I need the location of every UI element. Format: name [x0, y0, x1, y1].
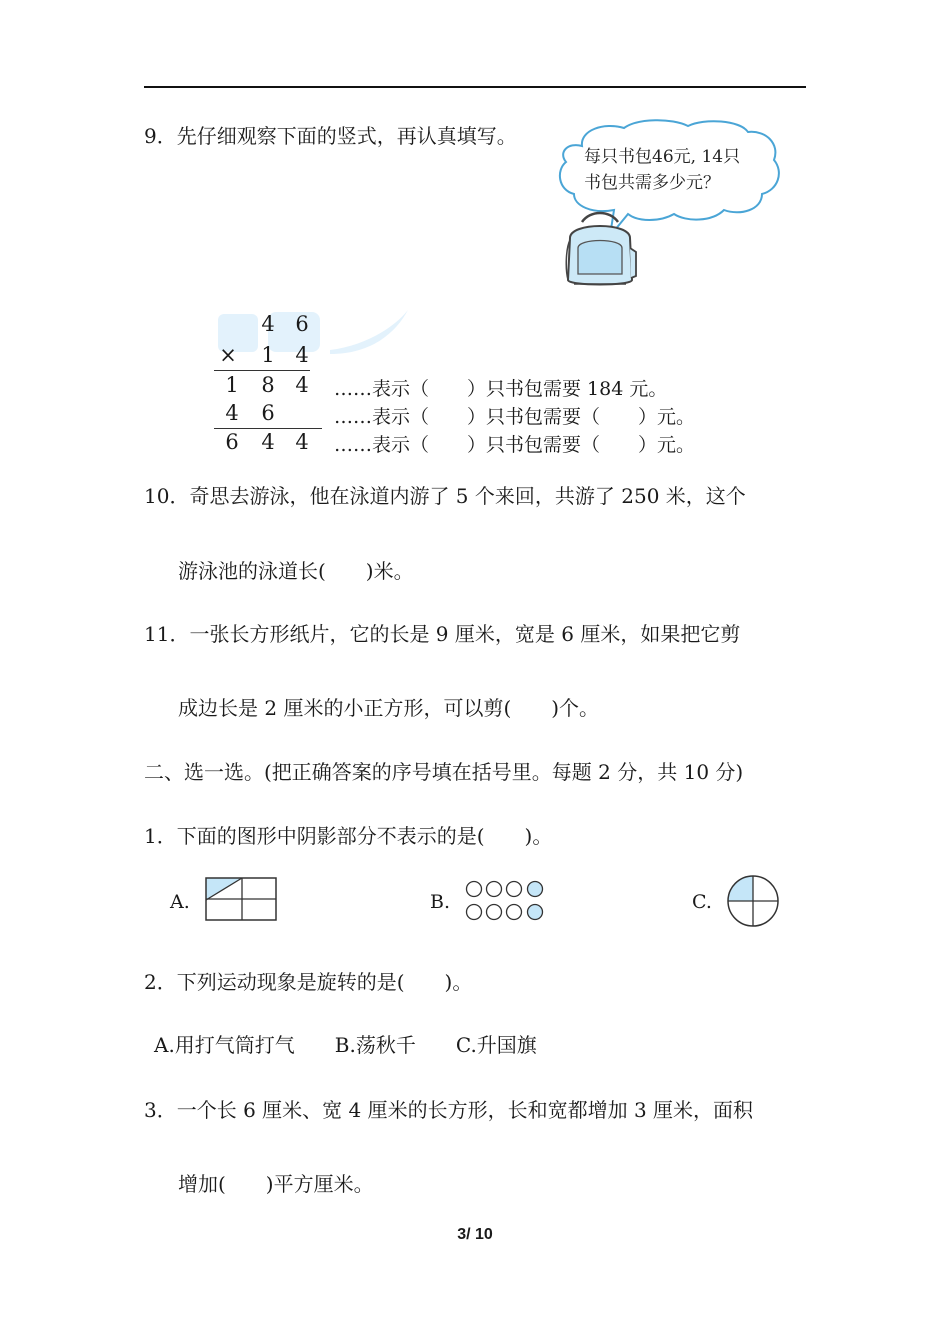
calc-row5-d1: 6	[225, 430, 239, 454]
calc-row4-d2: 6	[261, 401, 275, 425]
section-2-heading: 二、选一选。(把正确答案的序号填在括号里。每题 2 分，共 10 分)	[144, 760, 744, 784]
bubble-line-1: 每只书包46元, 14只	[584, 147, 741, 167]
option-c-label: C.	[692, 891, 712, 913]
q10-line-1: 10．奇思去游泳，他在泳道内游了 5 个来回，共游了 250 米，这个	[144, 484, 746, 508]
s2-options: A.用打气筒打气 B.荡秋千 C.升国旗	[154, 1033, 537, 1057]
watermark-logo	[212, 306, 412, 358]
figure-a-rectangle-icon	[204, 876, 278, 924]
backpack-icon	[560, 208, 640, 290]
calc-row2-d1: 1	[261, 343, 275, 367]
calc-row1-d2: 6	[295, 312, 309, 336]
calc-row3-d3: 4	[295, 373, 309, 397]
calc-row5-d2: 4	[261, 430, 275, 454]
s2-question: 2．下列运动现象是旋转的是( )。	[144, 970, 473, 994]
s3-line-1: 3．一个长 6 厘米、宽 4 厘米的长方形，长和宽都增加 3 厘米，面积	[144, 1098, 754, 1122]
q10-line-2: 游泳池的泳道长( )米。	[178, 559, 414, 583]
calc-row3-d2: 8	[261, 373, 275, 397]
q11-line-1: 11．一张长方形纸片，它的长是 9 厘米，宽是 6 厘米，如果把它剪	[144, 622, 741, 646]
q9-title: 9．先仔细观察下面的竖式，再认真填写。	[144, 124, 517, 148]
calc-row5-d3: 4	[295, 430, 309, 454]
calc-row1-d1: 4	[261, 312, 275, 336]
option-a-label: A.	[170, 891, 190, 913]
s1-question: 1．下面的图形中阴影部分不表示的是( )。	[144, 824, 553, 848]
calc-row2-d2: 4	[295, 343, 309, 367]
calc-note-2: ……表示（ ）只书包需要（ ）元。	[334, 406, 696, 428]
calc-line-1	[214, 370, 310, 371]
s3-line-2: 增加( )平方厘米。	[178, 1172, 374, 1196]
calc-note-1: ……表示（ ）只书包需要 184 元。	[334, 378, 668, 400]
calc-operator: ×	[219, 343, 237, 367]
page-number: 3/ 10	[457, 1226, 493, 1243]
option-b-label: B.	[430, 891, 451, 913]
q11-line-2: 成边长是 2 厘米的小正方形，可以剪( )个。	[178, 696, 600, 720]
bubble-line-2: 书包共需多少元？	[584, 173, 720, 193]
calc-row3-d1: 1	[225, 373, 239, 397]
calc-note-3: ……表示（ ）只书包需要（ ）元。	[334, 434, 696, 456]
header-rule	[144, 86, 806, 88]
figure-b-circles-icon	[462, 878, 550, 924]
figure-c-circle-icon	[724, 873, 782, 929]
calc-row4-d1: 4	[225, 401, 239, 425]
calc-line-2	[214, 428, 322, 429]
